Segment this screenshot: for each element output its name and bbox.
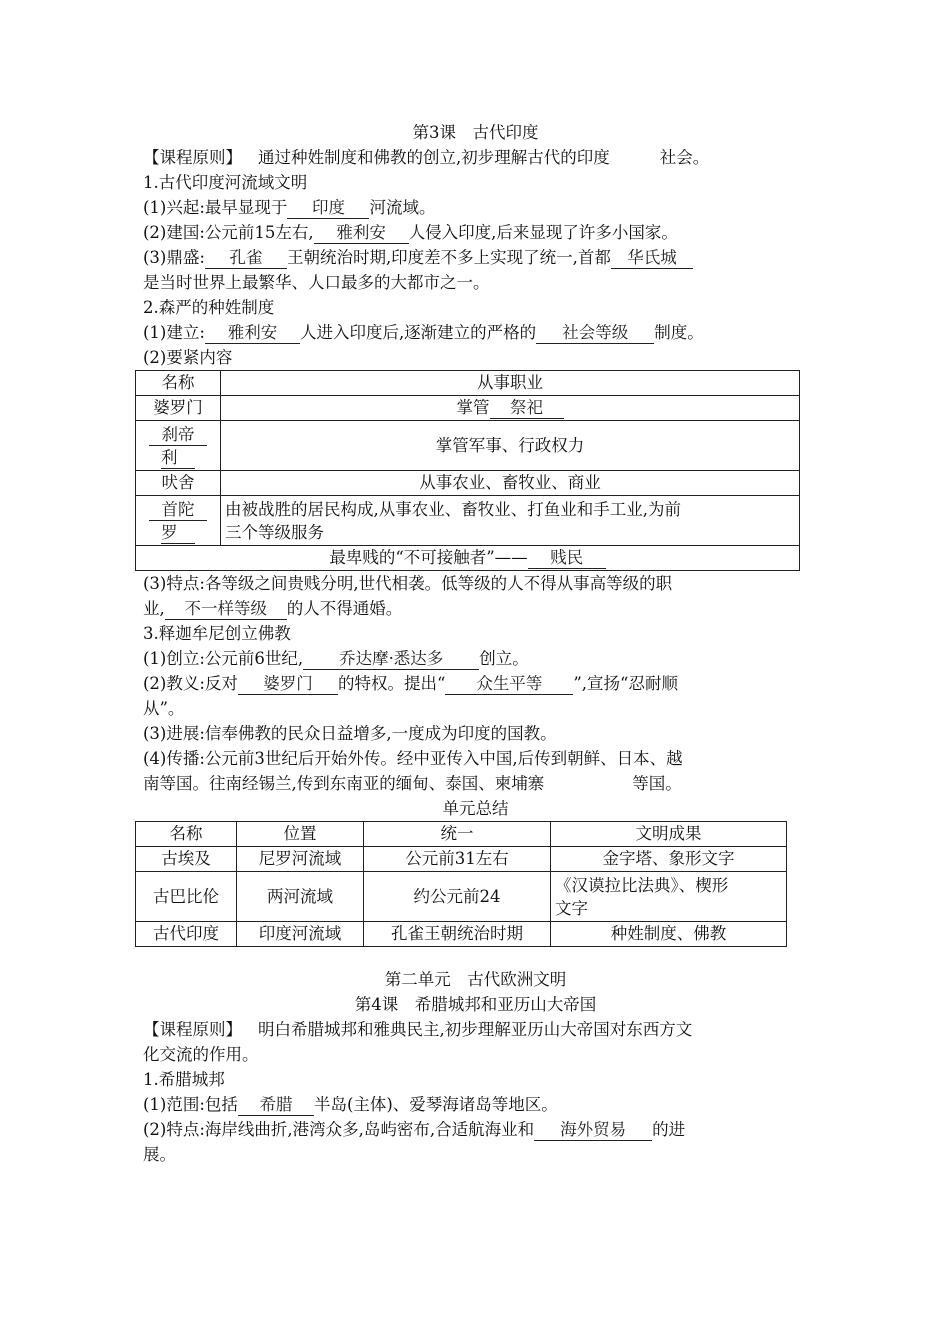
text: 的进 bbox=[652, 1120, 686, 1139]
text: 半岛(主体)、爱琴海诸岛等地区。 bbox=[313, 1095, 558, 1114]
blank-answer: 利 bbox=[161, 448, 195, 469]
paragraph bbox=[143, 596, 808, 621]
text: 最卑贱的“不可接触者”—— bbox=[329, 548, 528, 567]
paragraph: (3)进展:信奉佛教的民众日益增多,一度成为印度的国教。 bbox=[143, 724, 557, 743]
table-cell: 从事农业、畜牧业、商业 bbox=[221, 471, 800, 496]
table-row bbox=[136, 471, 800, 496]
blank-answer: 众生平等 bbox=[445, 674, 573, 695]
table-row bbox=[136, 496, 800, 546]
section-heading: 2.森严的种姓制度 bbox=[143, 298, 275, 317]
caste-table bbox=[135, 370, 800, 571]
blank-answer: 孔雀 bbox=[205, 248, 287, 269]
paragraph bbox=[143, 671, 808, 696]
table-cell bbox=[221, 496, 800, 546]
text: (2)教义:反对 bbox=[143, 674, 238, 693]
paragraph bbox=[143, 771, 808, 796]
table-row bbox=[136, 847, 787, 872]
text: 由被战胜的居民构成,从事农业、畜牧业、打鱼业和手工业,为前 bbox=[225, 499, 681, 519]
table-footer bbox=[136, 546, 800, 571]
text: (2)特点:海岸线曲折,港湾众多,岛屿密布,合适航海业和 bbox=[143, 1120, 535, 1139]
standard-label: 【课程原则】 bbox=[143, 148, 242, 167]
blank-answer: 不一样等级 bbox=[165, 599, 287, 620]
text: ”,宣扬“忍耐顺 bbox=[573, 674, 678, 693]
text: (1)建立: bbox=[143, 323, 205, 342]
blank-answer: 印度 bbox=[287, 198, 369, 219]
text: (2)建国:公元前15左右, bbox=[143, 223, 314, 242]
table-cell bbox=[221, 396, 800, 421]
text: 掌管 bbox=[456, 398, 490, 417]
text: 创立。 bbox=[479, 649, 529, 668]
table-header: 从事职业 bbox=[221, 371, 800, 396]
paragraph: 化交流的作用。 bbox=[143, 1045, 259, 1064]
text: 制度。 bbox=[654, 323, 704, 342]
standard-label: 【课程原则】 bbox=[143, 1020, 242, 1039]
text: 等国。 bbox=[632, 774, 682, 793]
table-cell: 约公元前24 bbox=[364, 872, 551, 922]
text: 南等国。往南经锡兰,传到东南亚的缅甸、泰国、柬埔寨 bbox=[143, 774, 545, 793]
table-cell: 孔雀王朝统治时期 bbox=[364, 922, 551, 947]
table-cell: 尼罗河流域 bbox=[237, 847, 364, 872]
blank-answer: 雅利安 bbox=[314, 223, 409, 244]
blank-answer: 刹帝 bbox=[149, 425, 207, 446]
blank-answer: 华氏城 bbox=[611, 248, 693, 269]
table-row bbox=[136, 421, 800, 471]
section-heading: 1.希腊城邦 bbox=[143, 1070, 225, 1089]
blank-answer: 罗 bbox=[161, 523, 195, 544]
unit2-title: 第二单元 古代欧洲文明 bbox=[384, 970, 567, 989]
table-row bbox=[136, 922, 787, 947]
paragraph: 是当时世界上最繁华、人口最多的大都市之一。 bbox=[143, 273, 490, 292]
blank-answer: 雅利安 bbox=[205, 323, 300, 344]
summary-title: 单元总结 bbox=[442, 799, 509, 818]
text: 王朝统治时期,印度差不多上实现了统一,首都 bbox=[286, 248, 611, 267]
table-row bbox=[136, 371, 800, 396]
paragraph: (3)特点:各等级之间贵贱分明,世代相袭。低等级的人不得从事高等级的职 bbox=[143, 574, 673, 593]
table-cell: 种姓制度、佛教 bbox=[551, 922, 787, 947]
blank-answer: 贱民 bbox=[528, 548, 606, 569]
lesson3-standard bbox=[143, 145, 808, 170]
text: (1)兴起:最早显现于 bbox=[143, 198, 288, 217]
text: 河流域。 bbox=[369, 198, 436, 217]
blank-answer: 祭祀 bbox=[490, 398, 564, 419]
table-cell bbox=[136, 421, 221, 471]
table-cell: 印度河流域 bbox=[237, 922, 364, 947]
blank-answer: 乔达摩·悉达多 bbox=[303, 649, 479, 670]
section-heading: 3.释迦牟尼创立佛教 bbox=[143, 624, 291, 643]
summary-table bbox=[135, 821, 787, 947]
standard-tail: 社会。 bbox=[659, 148, 710, 167]
table-row bbox=[136, 546, 800, 571]
text: 人侵入印度,后来显现了许多小国家。 bbox=[408, 223, 678, 242]
table-row bbox=[136, 872, 787, 922]
table-cell: 金字塔、象形文字 bbox=[551, 847, 787, 872]
lesson4-title: 第4课 希腊城邦和亚历山大帝国 bbox=[354, 995, 597, 1014]
paragraph: (2)要紧内容 bbox=[143, 348, 233, 367]
table-cell: 古巴比伦 bbox=[136, 872, 237, 922]
paragraph bbox=[143, 320, 808, 345]
table-header: 名称 bbox=[136, 822, 237, 847]
table-row bbox=[136, 822, 787, 847]
paragraph bbox=[143, 1117, 808, 1142]
blank-answer: 婆罗门 bbox=[238, 674, 338, 695]
text: 的特权。提出“ bbox=[337, 674, 446, 693]
lesson4-standard bbox=[143, 1017, 808, 1042]
paragraph: 展。 bbox=[143, 1145, 176, 1164]
paragraph bbox=[143, 646, 808, 671]
table-cell: 掌管军事、行政权力 bbox=[221, 421, 800, 471]
text: 三个等级服务 bbox=[225, 522, 324, 542]
text: 人进入印度后,逐渐建立的严格的 bbox=[299, 323, 537, 342]
lesson3-title: 第3课 古代印度 bbox=[412, 123, 539, 142]
blank-answer: 希腊 bbox=[238, 1095, 314, 1116]
text: (1)创立:公元前6世纪, bbox=[143, 649, 304, 668]
paragraph: (4)传播:公元前3世纪后开始外传。经中亚传入中国,后传到朝鲜、日本、越 bbox=[143, 749, 683, 768]
table-cell: 公元前31左右 bbox=[364, 847, 551, 872]
text: 《汉谟拉比法典》、楔形 bbox=[555, 875, 729, 895]
section-heading: 1.古代印度河流域文明 bbox=[143, 173, 308, 192]
table-cell bbox=[551, 872, 787, 922]
text: 的人不得通婚。 bbox=[286, 599, 403, 618]
paragraph bbox=[143, 245, 808, 270]
document-page bbox=[143, 120, 808, 1167]
standard-text: 明白希腊城邦和雅典民主,初步理解亚历山大帝国对东西方文 bbox=[258, 1020, 693, 1039]
text: (3)鼎盛: bbox=[143, 248, 205, 267]
standard-text: 通过种姓制度和佛教的创立,初步理解古代的印度 bbox=[258, 148, 610, 167]
table-cell: 古代印度 bbox=[136, 922, 237, 947]
table-header: 文明成果 bbox=[551, 822, 787, 847]
table-header: 统一 bbox=[364, 822, 551, 847]
blank-answer: 首陀 bbox=[149, 500, 207, 521]
paragraph: 从”。 bbox=[143, 699, 185, 718]
table-cell: 两河流域 bbox=[237, 872, 364, 922]
table-cell: 古埃及 bbox=[136, 847, 237, 872]
table-header: 名称 bbox=[136, 371, 221, 396]
blank-answer: 海外贸易 bbox=[534, 1120, 652, 1141]
text: (1)范围:包括 bbox=[143, 1095, 238, 1114]
paragraph bbox=[143, 1092, 808, 1117]
text: 文字 bbox=[555, 898, 588, 918]
text: 业, bbox=[143, 599, 165, 618]
table-cell: 婆罗门 bbox=[136, 396, 221, 421]
paragraph bbox=[143, 220, 808, 245]
table-cell: 吠舍 bbox=[136, 471, 221, 496]
table-header: 位置 bbox=[237, 822, 364, 847]
table-cell bbox=[136, 496, 221, 546]
table-row bbox=[136, 396, 800, 421]
blank-answer: 社会等级 bbox=[536, 323, 654, 344]
paragraph bbox=[143, 195, 808, 220]
